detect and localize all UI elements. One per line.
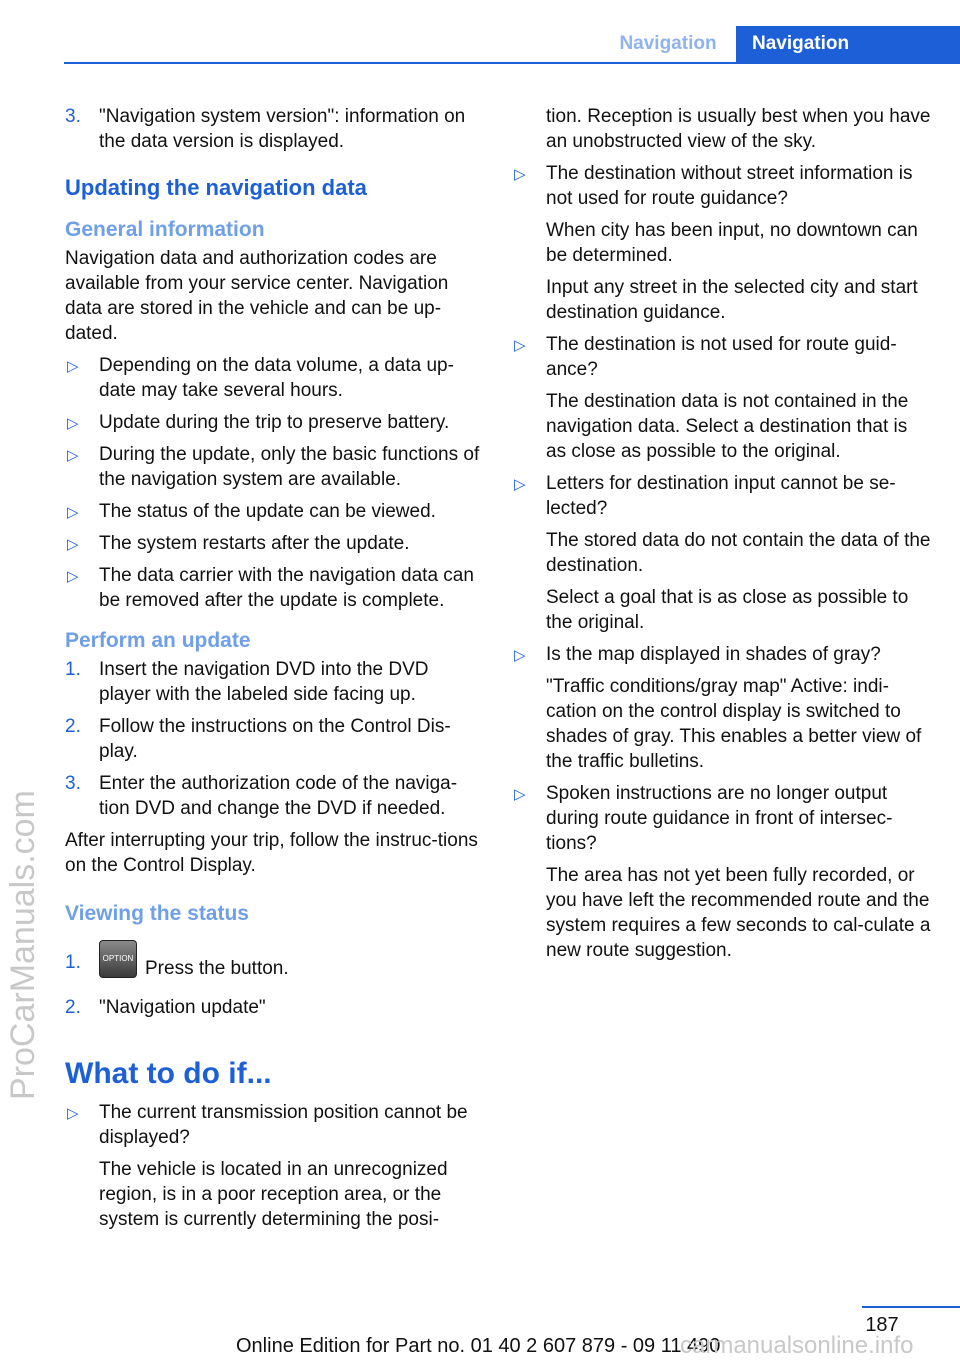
- heading-viewing-status: Viewing the status: [65, 902, 249, 925]
- step-number: 3.: [65, 773, 81, 794]
- troubleshoot-answer: The vehicle is located in an unrecognized region, is in a poor reception area, or the system is currently determining the posi-: [99, 1159, 448, 1230]
- bullet-triangle-icon: ▷: [67, 536, 79, 553]
- bullet-text: The system restarts after the update.: [99, 533, 410, 554]
- heading-perform-update: Perform an update: [65, 629, 251, 652]
- item-text: "Navigation system version": information on the data version is displayed.: [99, 106, 466, 152]
- bullet-triangle-icon: ▷: [67, 415, 79, 432]
- step-text: Insert the navigation DVD into the DVD player with the labeled side facing up.: [99, 659, 429, 705]
- bullet-text: Update during the trip to preserve battery.: [99, 412, 450, 433]
- bullet-item: [65, 442, 483, 492]
- general-paragraph: Navigation data and authorization codes are available from your service center. Navigation data are stored in the vehicle and can be up-dated.: [65, 248, 449, 344]
- step-item: [65, 771, 483, 821]
- bullet-triangle-icon: ▷: [514, 476, 526, 493]
- bullet-text: Depending on the data volume, a data up-date may take several hours.: [99, 355, 454, 401]
- bullet-item: [65, 353, 483, 403]
- bullet-triangle-icon: ▷: [67, 358, 79, 375]
- perform-steps-list: [65, 657, 483, 821]
- header-rule: [64, 62, 960, 64]
- step-item: [65, 657, 483, 707]
- update-bullet-list: [65, 353, 483, 613]
- bullet-item: [65, 410, 483, 435]
- step-item: [65, 714, 483, 764]
- step-item: [65, 940, 483, 988]
- step-text-label: Press the button.: [145, 958, 289, 980]
- page-number-rule: [862, 1306, 960, 1308]
- troubleshoot-answer: The area has not yet been fully recorded, or you have left the recommended route and the system requires a few seconds to cal-culate a new route suggestion.: [546, 865, 931, 961]
- troubleshoot-item: [512, 332, 932, 464]
- troubleshoot-question: The current transmission position cannot be displayed?: [99, 1102, 468, 1148]
- step-item: [65, 995, 483, 1020]
- heading-updating-navigation-data: Updating the navigation data: [65, 175, 367, 200]
- troubleshoot-item: [512, 471, 932, 635]
- step-text: "Navigation update": [99, 997, 266, 1018]
- bullet-text: During the update, only the basic functions of the navigation system are available.: [99, 444, 480, 490]
- troubleshoot-question: Letters for destination input cannot be se-lected?: [546, 473, 896, 519]
- bullet-triangle-icon: ▷: [514, 647, 526, 664]
- bullet-item: [65, 563, 483, 613]
- bullet-item: [65, 531, 483, 556]
- troubleshoot-item: [512, 161, 932, 325]
- bullet-triangle-icon: ▷: [514, 337, 526, 354]
- step-number: 1.: [65, 952, 81, 973]
- footer-edition-text: Online Edition for Part no. 01 40 2 607 879 - 09 11 490: [236, 1335, 721, 1357]
- bullet-triangle-icon: ▷: [514, 166, 526, 183]
- option-button-icon: OPTION: [99, 940, 137, 978]
- troubleshoot-question: Is the map displayed in shades of gray?: [546, 644, 881, 665]
- side-watermark: ProCarManuals.com: [4, 790, 42, 1100]
- numbered-item: [65, 104, 483, 154]
- step-text: [99, 940, 483, 988]
- heading-what-to-do-if: What to do if...: [65, 1057, 272, 1090]
- bullet-triangle-icon: ▷: [514, 786, 526, 803]
- page-number: 187: [865, 1314, 899, 1336]
- troubleshoot-answer: When city has been input, no downtown can be determined.: [546, 220, 918, 266]
- status-steps-list: [65, 940, 483, 1020]
- footer-watermark: carmanualsonline.info: [680, 1332, 914, 1359]
- bullet-text: The status of the update can be viewed.: [99, 501, 436, 522]
- troubleshoot-item: [512, 642, 932, 774]
- right-column: [512, 104, 932, 970]
- step-number: 2.: [65, 997, 81, 1018]
- troubleshoot-answer: The destination data is not contained in the navigation data. Select a destination that is as close as possible to the original.: [546, 391, 909, 462]
- troubleshoot-answer: Select a goal that is as close as possible to the original.: [546, 587, 909, 633]
- troubleshoot-question: Spoken instructions are no longer output during route guidance in front of intersec-tions?: [546, 783, 893, 854]
- troubleshoot-item: [512, 781, 932, 963]
- troubleshoot-question: The destination is not used for route guid-ance?: [546, 334, 897, 380]
- bullet-triangle-icon: ▷: [67, 504, 79, 521]
- troubleshoot-answer: The stored data do not contain the data of the destination.: [546, 530, 931, 576]
- header-section-tab-inactive: Navigation: [619, 33, 717, 54]
- continuation-paragraph: tion. Reception is usually best when you have an unobstructed view of the sky.: [546, 106, 931, 152]
- step-text: Enter the authorization code of the naviga-tion DVD and change the DVD if needed.: [99, 773, 458, 819]
- troubleshoot-item: [65, 1100, 483, 1232]
- troubleshoot-answer: "Traffic conditions/gray map" Active: indi-cation on the control display is switched to shades of gray. This enables a better view of the traffic bulletins.: [546, 676, 922, 772]
- item-number: 3.: [65, 106, 81, 127]
- heading-general-information: General information: [65, 218, 265, 241]
- step-number: 2.: [65, 716, 81, 737]
- bullet-triangle-icon: ▷: [67, 447, 79, 464]
- bullet-triangle-icon: ▷: [67, 1105, 79, 1122]
- left-column: [65, 104, 483, 1239]
- step-text: Follow the instructions on the Control Dis-play.: [99, 716, 451, 762]
- bullet-text: The data carrier with the navigation data can be removed after the update is complete.: [99, 565, 474, 611]
- step-number: 1.: [65, 659, 81, 680]
- header-section-tab-active: Navigation: [736, 26, 960, 62]
- bullet-triangle-icon: ▷: [67, 568, 79, 585]
- bullet-item: [65, 499, 483, 524]
- after-interrupt-paragraph: After interrupting your trip, follow the instruc-tions on the Control Display.: [65, 830, 478, 876]
- troubleshoot-answer: Input any street in the selected city and start destination guidance.: [546, 277, 918, 323]
- troubleshoot-question: The destination without street information is not used for route guidance?: [546, 163, 913, 209]
